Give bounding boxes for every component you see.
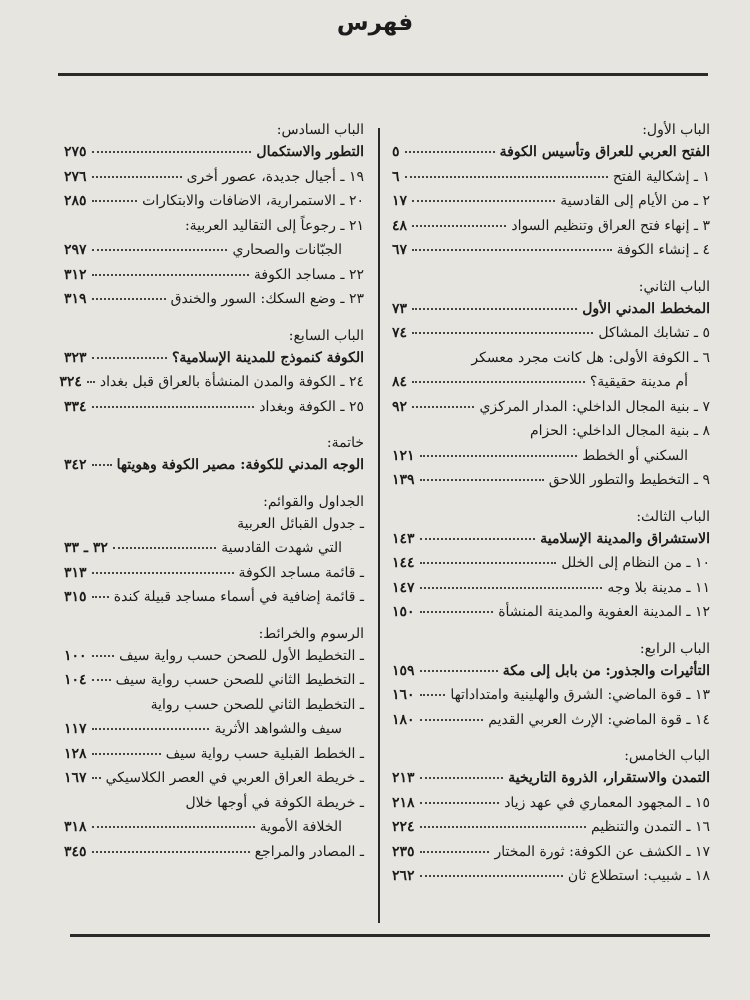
page-number: ٣١٢ — [64, 266, 87, 283]
toc-subtitle-entry — [392, 527, 710, 552]
toc-subtitle-entry — [392, 766, 710, 791]
page-number: ١٠٠ — [64, 647, 87, 664]
page-number: ٢٢٤ — [392, 819, 415, 835]
entry-text: ١٧ ـ الكشف عن الكوفة: ثورة المختار — [494, 843, 710, 860]
toc-entry — [392, 576, 710, 601]
entry-text: ـ قائمة مساجد الكوفة — [238, 564, 364, 581]
page-number: ٦٧ — [392, 242, 408, 258]
entry-text: ـ التخطيط الأول للصحن حسب رواية سيف — [119, 647, 364, 664]
entry-text: المخطط المدني الأول — [582, 300, 710, 317]
page-number: ٣٤٢ — [64, 457, 87, 473]
toc-entry — [64, 668, 364, 693]
entry-text: ١٨ ـ شبيب: استطلاع ثان — [567, 868, 710, 884]
toc-entry — [64, 644, 364, 669]
entry-text: ٣ ـ إنهاء فتح العراق وتنظيم السواد — [511, 217, 710, 234]
toc-entry — [64, 561, 364, 586]
page-number: ١١٧ — [64, 721, 87, 737]
page-number: ٢٦٢ — [392, 868, 415, 884]
page-number: ٧٣ — [392, 300, 408, 317]
toc-entry — [64, 512, 364, 537]
entry-text: التطور والاستكمال — [256, 144, 364, 160]
toc-entry — [64, 395, 364, 420]
toc-entry — [392, 165, 710, 190]
dot-leader — [92, 728, 210, 730]
page-number: ٣٢ ـ ٣٣ — [64, 540, 108, 556]
page-number: ١٤٧ — [392, 579, 415, 596]
toc-entry — [392, 346, 710, 371]
entry-text: ـ التخطيط الثاني للصحن حسب رواية سيف — [115, 672, 364, 688]
dot-leader — [113, 547, 216, 549]
bottom-rule — [70, 934, 710, 937]
entry-text: الوجه المدني للكوفة: مصير الكوفة وهويتها — [116, 457, 364, 473]
dot-leader — [412, 381, 585, 383]
section-title: الباب الرابع: — [639, 640, 710, 657]
dot-leader — [420, 875, 563, 877]
dot-leader — [420, 719, 484, 721]
entry-text: ٥ ـ تشابك المشاكل — [598, 325, 710, 341]
entry-text: ـ جدول القبائل العربية — [237, 515, 364, 532]
toc-section — [392, 746, 710, 899]
toc-section — [392, 639, 710, 743]
toc-entry-continuation — [392, 444, 710, 469]
toc-entry-continuation — [392, 370, 710, 395]
entry-text: الكوفة كنموذج للمدينة الإسلامية؟ — [171, 349, 364, 366]
page-number: ٢١٨ — [392, 794, 415, 811]
entry-text: التمدن والاستقرار، الذروة التاريخية — [508, 770, 710, 786]
page-number: ٤٨ — [392, 217, 408, 234]
entry-continuation-text: التي شهدت القادسية — [221, 540, 342, 556]
section-title: الرسوم والخرائط: — [258, 625, 364, 642]
toc-entry — [64, 287, 364, 312]
dot-leader — [412, 249, 612, 251]
dot-leader — [92, 572, 234, 574]
toc-subtitle-entry — [392, 297, 710, 322]
right-column — [392, 120, 710, 903]
entry-text: ـ خريطة العراق العربي في العصر الكلاسيكي — [105, 770, 364, 786]
dot-leader — [405, 151, 495, 153]
page-number: ٨٤ — [392, 374, 408, 390]
entry-continuation-text: السكني أو الخطط — [582, 447, 688, 464]
dot-leader — [92, 851, 250, 853]
page-number: ٢١٣ — [392, 770, 415, 786]
page-number: ١٤٤ — [392, 555, 415, 571]
column-divider — [378, 128, 380, 923]
dot-leader — [420, 562, 557, 564]
toc-section — [64, 433, 364, 488]
section-title: الباب الثاني: — [638, 278, 710, 295]
entry-continuation-text: الخلافة الأموية — [259, 819, 342, 835]
entry-text: ١٩ ـ أجيال جديدة، عصور أخرى — [186, 168, 364, 185]
dot-leader — [405, 176, 608, 178]
entry-text: ١٣ ـ قوة الماضي: الشرق والهلينية وامتداداتها — [450, 687, 710, 703]
dot-leader — [92, 176, 182, 178]
entry-continuation-text: الجبّانات والصحاري — [232, 242, 342, 258]
page-number: ٦ — [392, 168, 400, 185]
section-title: الجداول والقوائم: — [263, 493, 364, 510]
page-number: ٢٨٥ — [64, 193, 87, 209]
toc-entry — [64, 585, 364, 610]
toc-entry — [64, 742, 364, 767]
dot-leader — [420, 694, 446, 696]
section-title: الباب الثالث: — [636, 508, 710, 525]
entry-text: الاستشراق والمدينة الإسلامية — [540, 530, 710, 547]
entry-text: ١١ ـ مدينة بلا وجه — [607, 579, 710, 596]
dot-leader — [420, 777, 504, 779]
page-number: ٣٢٣ — [64, 349, 87, 366]
dot-leader — [92, 249, 228, 251]
dot-leader — [412, 332, 593, 334]
dot-leader — [92, 200, 138, 202]
section-title: خاتمة: — [326, 435, 364, 451]
page-number: ١٦٧ — [64, 770, 87, 786]
entry-text: ٢٣ ـ وضع السكك: السور والخندق — [170, 291, 364, 307]
page-number: ١٢٨ — [64, 745, 87, 762]
section-title: الباب الخامس: — [624, 748, 710, 764]
dot-leader — [92, 151, 252, 153]
page-number: ٣٤٥ — [64, 843, 87, 860]
toc-section — [392, 507, 710, 635]
toc-section — [392, 120, 710, 273]
entry-text: ٢٤ ـ الكوفة والمدن المنشأة بالعراق قبل بغداد — [99, 374, 364, 390]
page-number: ٢٧٥ — [64, 144, 87, 160]
page-number: ٣٢٤ — [59, 374, 82, 390]
page-number: ١٤٣ — [392, 530, 415, 547]
toc-entry — [64, 263, 364, 288]
toc-section — [64, 624, 364, 875]
entry-text: ٩ ـ التخطيط والتطور اللاحق — [548, 472, 710, 488]
dot-leader — [92, 655, 115, 657]
dot-leader — [420, 479, 544, 481]
entry-text: ٢٠ ـ الاستمرارية، الاضافات والابتكارات — [142, 193, 364, 209]
section-title: الباب السادس: — [276, 122, 364, 138]
dot-leader — [420, 802, 500, 804]
toc-entry — [392, 708, 710, 733]
dot-leader — [92, 777, 101, 779]
left-column — [59, 120, 364, 878]
toc-entry — [64, 766, 364, 791]
dot-leader — [420, 538, 536, 540]
entry-text: ـ خريطة الكوفة في أوجها خلال — [185, 794, 364, 811]
toc-entry-continuation — [64, 238, 364, 263]
entry-text: ١٢ ـ المدينة العفوية والمدينة المنشأة — [498, 604, 710, 620]
dot-leader — [420, 455, 578, 457]
section-title: الباب الأول: — [642, 122, 710, 138]
toc-entry — [392, 238, 710, 263]
entry-text: ـ التخطيط الثاني للصحن حسب رواية — [150, 696, 364, 713]
page-number: ٣١٩ — [64, 291, 87, 307]
page-number: ١٢١ — [392, 447, 415, 464]
toc-section — [64, 492, 364, 620]
entry-text: ـ قائمة إضافية في أسماء مساجد قبيلة كندة — [113, 589, 364, 605]
toc-subtitle-entry — [64, 346, 364, 371]
dot-leader — [92, 753, 161, 755]
toc-entry — [392, 840, 710, 865]
entry-text: ١٤ ـ قوة الماضي: الإرث العربي القديم — [488, 711, 710, 728]
dot-leader — [420, 826, 586, 828]
entry-text: ـ المصادر والمراجع — [254, 843, 364, 860]
dot-leader — [92, 357, 167, 359]
toc-subtitle-entry — [392, 659, 710, 684]
toc-entry — [64, 165, 364, 190]
top-rule — [58, 73, 708, 76]
toc-entry — [392, 600, 710, 625]
page-title: فهرس — [336, 10, 414, 36]
dot-leader — [92, 406, 255, 408]
dot-leader — [420, 851, 490, 853]
entry-text: ١ ـ إشكالية الفتح — [612, 168, 710, 185]
toc-entry — [392, 683, 710, 708]
dot-leader — [92, 826, 255, 828]
entry-text: ٨ ـ بنية المجال الداخلي: الحزام — [529, 423, 710, 439]
entry-text: ٧ ـ بنية المجال الداخلي: المدار المركزي — [479, 398, 710, 415]
page-number: ١٦٠ — [392, 687, 415, 703]
page-number: ٣١٥ — [64, 589, 87, 605]
dot-leader — [412, 225, 506, 227]
toc-entry-continuation — [64, 536, 364, 561]
page-number: ١٥٩ — [392, 662, 415, 679]
entry-continuation-text: سيف والشواهد الأثرية — [214, 721, 342, 737]
toc-entry — [392, 815, 710, 840]
toc-entry — [392, 551, 710, 576]
page-number: ٢٧٦ — [64, 168, 87, 185]
toc-section — [64, 120, 364, 322]
page-number: ١٣٩ — [392, 472, 415, 488]
dot-leader — [412, 308, 577, 310]
page-number: ٢٩٧ — [64, 242, 87, 258]
entry-text: ٢ ـ من الأيام إلى القادسية — [560, 193, 710, 209]
page-number: ٣١٣ — [64, 564, 87, 581]
toc-subtitle-entry — [64, 140, 364, 165]
toc-entry — [392, 791, 710, 816]
dot-leader — [92, 298, 166, 300]
entry-text: ٢٢ ـ مساجد الكوفة — [253, 266, 364, 283]
toc-entry — [392, 419, 710, 444]
toc-section — [59, 326, 364, 430]
page-number: ١٥٠ — [392, 604, 415, 620]
section-title: الباب السابع: — [288, 327, 364, 344]
dot-leader — [92, 274, 249, 276]
toc-entry — [392, 189, 710, 214]
page-number: ٣١٨ — [64, 819, 87, 835]
entry-continuation-text: أم مدينة حقيقية؟ — [589, 374, 688, 390]
dot-leader — [92, 679, 111, 681]
dot-leader — [412, 406, 474, 408]
page-number: ٣٣٤ — [64, 398, 87, 415]
dot-leader — [412, 200, 555, 202]
toc-entry — [392, 214, 710, 239]
dot-leader — [92, 596, 109, 598]
page-number: ١٧ — [392, 193, 408, 209]
page-number: ٧٤ — [392, 325, 408, 341]
toc-entry — [64, 840, 364, 865]
page-number: ٢٣٥ — [392, 843, 415, 860]
page-number: ٩٢ — [392, 398, 408, 415]
toc-entry — [392, 468, 710, 493]
toc-entry-continuation — [64, 717, 364, 742]
toc-entry — [64, 693, 364, 718]
dot-leader — [420, 670, 498, 672]
dot-leader — [420, 587, 603, 589]
toc-section — [392, 277, 710, 503]
dot-leader — [420, 611, 494, 613]
entry-text: ـ الخطط القبلية حسب رواية سيف — [165, 745, 364, 762]
toc-entry — [59, 370, 364, 395]
page-number: ١٠٤ — [64, 672, 87, 688]
entry-text: التأثيرات والجذور: من بابل إلى مكة — [502, 662, 710, 679]
toc-subtitle-entry — [392, 140, 710, 165]
page-number: ٥ — [392, 144, 400, 160]
toc-entry — [392, 321, 710, 346]
dot-leader — [92, 464, 112, 466]
entry-text: ٤ ـ إنشاء الكوفة — [616, 242, 710, 258]
dot-leader — [87, 381, 95, 383]
entry-text: ١٦ ـ التمدن والتنظيم — [591, 819, 710, 835]
entry-text: ٦ ـ الكوفة الأولى: هل كانت مجرد معسكر — [471, 349, 710, 366]
toc-entry — [64, 189, 364, 214]
entry-text: ٢٥ ـ الكوفة وبغداد — [259, 398, 364, 415]
toc-entry — [64, 791, 364, 816]
toc-entry — [392, 864, 710, 889]
entry-text: ١٠ ـ من النظام إلى الخلل — [561, 555, 710, 571]
toc-entry — [392, 395, 710, 420]
toc-subtitle-entry — [64, 453, 364, 478]
page-number: ١٨٠ — [392, 711, 415, 728]
entry-text: الفتح العربي للعراق وتأسيس الكوفة — [499, 144, 710, 160]
toc-entry-continuation — [64, 815, 364, 840]
toc-entry — [64, 214, 364, 239]
entry-text: ١٥ ـ المجهود المعماري في عهد زياد — [504, 794, 710, 811]
entry-text: ٢١ ـ رجوعاً إلى التقاليد العربية: — [184, 217, 364, 234]
